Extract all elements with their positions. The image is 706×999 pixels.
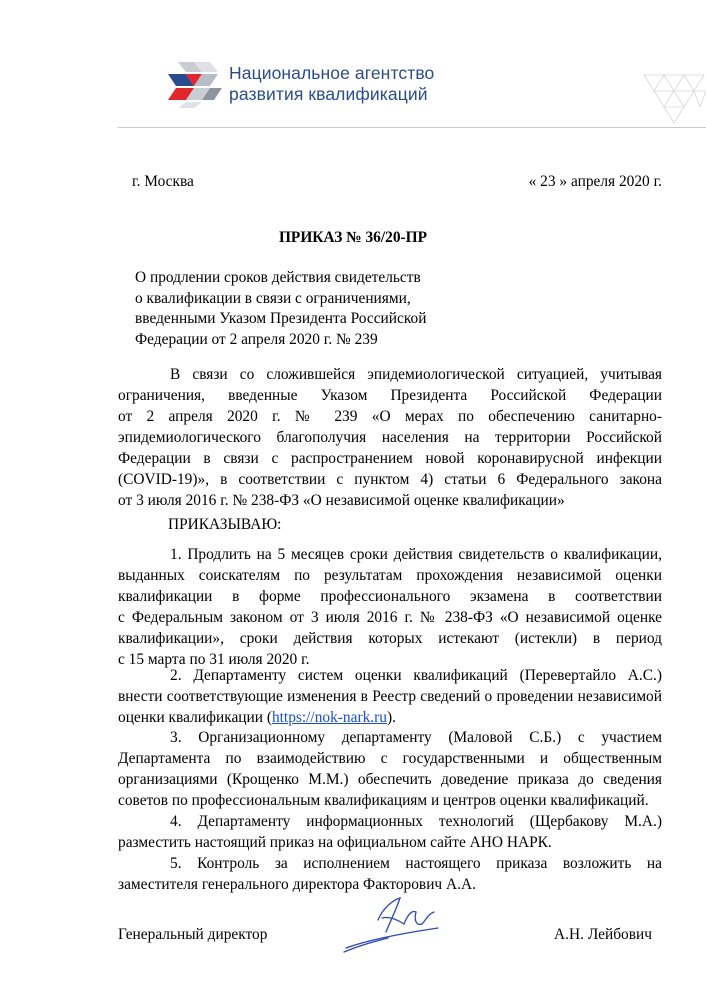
signer-name: А.Н. Лейбович xyxy=(554,926,652,943)
nok-nark-link[interactable]: https://nok-nark.ru xyxy=(271,709,387,726)
item1-line: с 15 марта по 31 июля 2020 г. xyxy=(118,651,310,668)
intro-line: от 3 июля 2016 г. № 238-ФЗ «О независимой оценке квалификации» xyxy=(118,492,565,509)
order-title: ПРИКАЗ № 36/20-ПР xyxy=(278,229,428,246)
item2-line-with-link xyxy=(118,708,396,729)
item3-line: организациями (Крощенко М.М.) обеспечить доведение приказа до сведения xyxy=(118,771,662,788)
item4-line: 4. Департаменту информационных технологий (Щербакову М.А.) xyxy=(170,813,662,830)
handwritten-signature xyxy=(338,890,458,960)
item1-line: с Федеральным законом от 3 июля 2016 г. № 238-ФЗ «О независимой оценке xyxy=(118,609,662,626)
item2-text: ). xyxy=(386,709,396,726)
subject-line: введенными Указом Президента Российской xyxy=(135,310,427,328)
signer-title: Генеральный директор xyxy=(118,926,268,943)
triangle-pattern-decoration xyxy=(634,65,706,125)
item3-line: 3. Организационному департаменту (Маловой С.Б.) с участием xyxy=(170,729,662,746)
item2-line: 2. Департаменту систем оценки квалификаций (Перевертайло А.С.) xyxy=(170,667,662,684)
item2-text: оценки квалификации ( xyxy=(118,709,272,726)
org-name-line2: развития квалификаций xyxy=(229,84,428,104)
intro-line: (COVID-19)», в соответствии с пунктом 4) статьи 6 Федерального закона xyxy=(118,471,662,488)
subject-line: о квалификации в связи с ограничениями, xyxy=(135,289,411,307)
intro-line: эпидемиологического благополучия населения на территории Российской xyxy=(118,429,662,446)
document-city: г. Москва xyxy=(132,173,194,190)
item5-line: заместителя генерального директора Факторович А.А. xyxy=(118,876,476,893)
item3-line: Департамента по взаимодействию с государственными и общественным xyxy=(118,750,662,767)
document-date: « 23 » апреля 2020 г. xyxy=(528,173,662,190)
item2-line: внести соответствующие изменения в Реестр сведений о проведении независимой xyxy=(118,688,662,705)
intro-line: Федерации в связи с распространением новой коронавирусной инфекции xyxy=(118,450,662,467)
item5-line: 5. Контроль за исполнением настоящего приказа возложить на xyxy=(170,855,662,872)
subject-line: О продлении сроков действия свидетельств xyxy=(135,269,421,286)
header-divider xyxy=(118,127,706,128)
intro-line: от 2 апреля 2020 г. № 239 «О мерах по обеспечению санитарно- xyxy=(118,408,662,425)
intro-line: В связи со сложившейся эпидемиологической ситуацией, учитывая xyxy=(170,366,662,383)
intro-line: ограничения, введенные Указом Президента Российской Федерации xyxy=(118,387,662,404)
nark-cube-logo-icon xyxy=(164,60,226,110)
item4-line: разместить настоящий приказ на официальном сайте АНО НАРК. xyxy=(118,834,552,851)
item1-line: квалификации в форме профессионального экзамена в соответствии xyxy=(118,588,662,605)
subject-line: Федерации от 2 апреля 2020 г. № 239 xyxy=(135,330,378,348)
item1-line: выданных соискателям по результатам прохождения независимой оценки xyxy=(118,567,662,584)
order-subject xyxy=(135,268,455,350)
order-word: ПРИКАЗЫВАЮ: xyxy=(168,516,282,533)
item3-line: советов по профессиональным квалификациям и центров оценки квалификаций. xyxy=(118,792,649,809)
org-name-line1: Национальное агентство xyxy=(229,63,435,83)
item1-line: квалификации», сроки действия которых истекают (истекли) в период xyxy=(118,630,662,647)
item1-line: 1. Продлить на 5 месяцев сроки действия свидетельств о квалификации, xyxy=(170,546,662,563)
